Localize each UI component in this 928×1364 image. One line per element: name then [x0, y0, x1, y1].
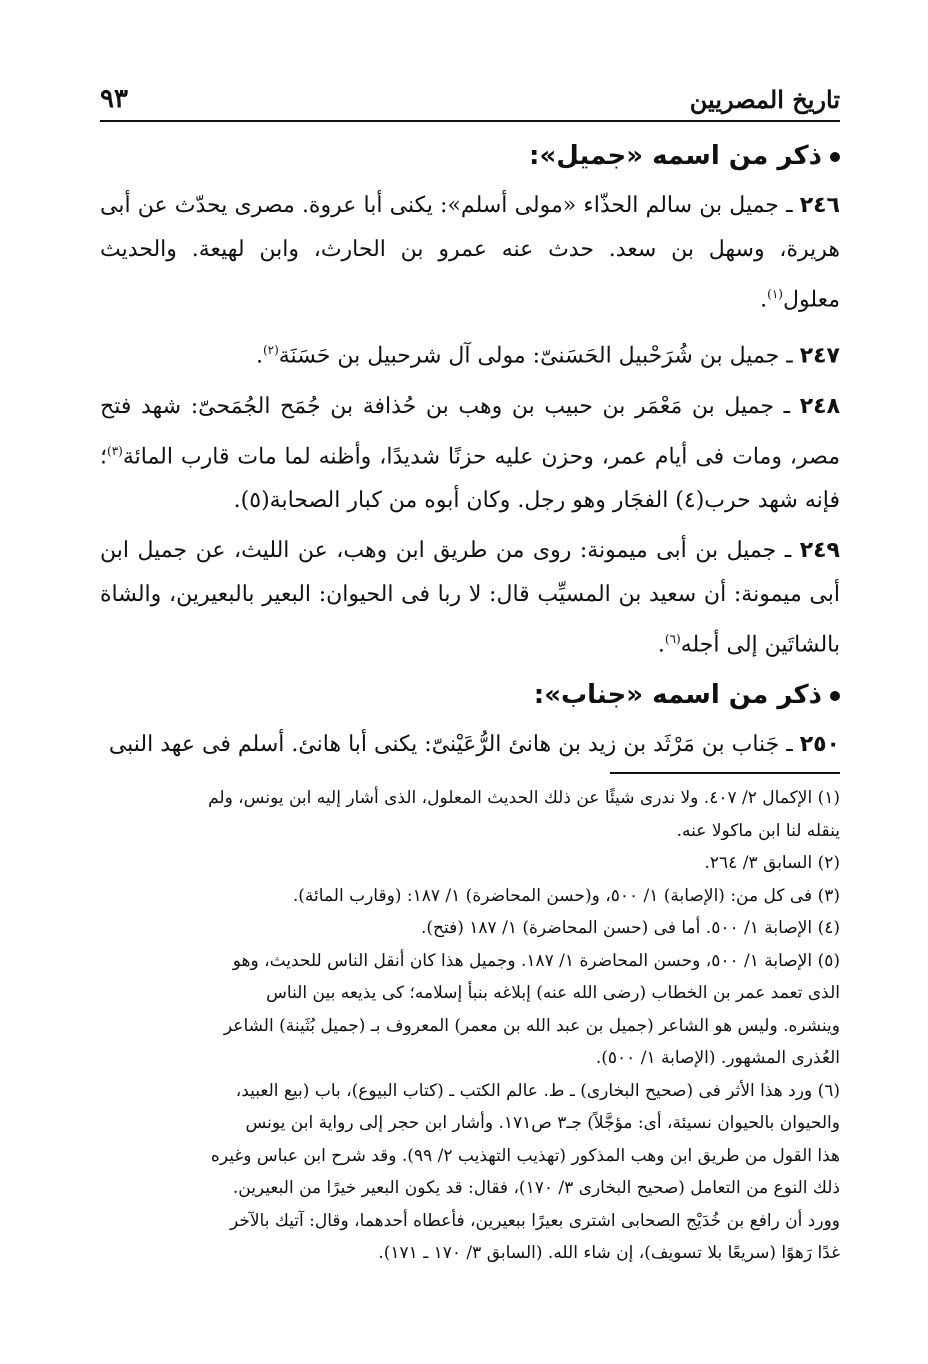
- running-title: تاريخ المصريين: [689, 84, 840, 114]
- entry-number: ٢٤٦: [799, 193, 840, 218]
- page-header: [100, 78, 840, 122]
- section-heading: ذكر من اسمه «جميل»:: [100, 134, 840, 178]
- entry-number: ٢٤٩: [799, 537, 840, 563]
- entry-248: ٢٤٨ ـ جميل بن مَعْمَر بن حبيب بن وهب بن حُذافة بن جُمَح الجُمَحىّ: شهد فتح مصر، ومات فى أيام عمر، وحزن عليه حزنًا شديدًا، وأظنه لما مات قارب المائة$^{(٣)}$؛ فإنه شهد حرب(٤) الفجَار وهو رجل. وكان أبوه من كبار الصحابة(٥).: [100, 393, 841, 513]
- footnote-ref[interactable]: (٦): [664, 631, 681, 646]
- page-number: ٩٣: [100, 84, 128, 114]
- entry-number: ٢٤٧: [799, 343, 840, 369]
- footnote-6: (٦) ورد هذا الأثر فى (صحيح البخارى) ـ ط. عالم الكتب ـ (كتاب البيوع)، باب (بيع العبيد، والحيوان بالحيوان نسيئة، أى: مؤجَّلاً) جـ٣ ص١٧١. وأشار ابن حجر إلى رواية ابن يونس هذا القول من طريق ابن وهب المذكور (تهذيب التهذيب ٢/ ٩٩). وقد شرح ابن عباس وغيره ذلك النوع من التعامل (صحيح البخارى ٣/ ١٧٠)، فقال: قد يكون البعير خيرًا من البعيرين. وورد أن رافع بن خُدَيْج الصحابى اشترى بعيرًا ببعيرين، فأعطاه أحدهما، وقال: آتيك بالآخر غدًا رَهوًا (سريعًا بلا تسويف)، إن شاء الله. (السابق ٣/ ١٧٠ ـ ١٧١).: [210, 1080, 840, 1263]
- footnote-5: (٥) الإصابة ١/ ٥٠٠، وحسن المحاضرة ١/ ١٨٧. وجميل هذا كان أنقل الناس للحديث، وهو الذى تعمد عمر بن الخطاب (رضى الله عنه) إبلاغه بنبأ إسلامه؛ كى يذيعه بين الناس وينشره. وليس هو الشاعر (جميل بن عبد الله بن معمر) المعروف بـ (جميل بُثَينة) الشاعر العُذرى المشهور. (الإصابة ١/ ٥٠٠).: [223, 950, 840, 1068]
- footnote-1: (١) الإكمال ٢/ ٤٠٧. ولا ندرى شيئًا عن ذلك الحديث المعلول، الذى أشار إليه ابن يونس، ولم ينقله لنا ابن ماكولا عنه.: [208, 788, 840, 841]
- footnote-4: (٤) الإصابة ١/ ٥٠٠. أما فى (حسن المحاضرة) ١/ ١٨٧ (فتح).: [420, 918, 840, 938]
- footnote-2: (٢) السابق ٣/ ٢٦٤.: [704, 853, 840, 873]
- entry-text: جميل بن شُرَحْبيل الحَسَنىّ: مولى آل شرحبيل بن حَسَنَة: [278, 343, 780, 369]
- entry-text: جميل بن سالم الحذّاء «مولى أسلم»: يكنى أبا عروة. مصرى يحدّث عن أبى هريرة، وسهل بن سعد. حدث عنه عمرو بن الحارث، وابن لهيعة. والحديث معلول: [100, 193, 840, 313]
- entry-text: جَناب بن مَرْثَد بن زيد بن هانئ الرُّعَيْنىّ: يكنى أبا هانئ. أسلم فى عهد النبى: [108, 732, 780, 758]
- document-page: [100, 78, 840, 1338]
- footnote-3: (٣) فى كل من: (الإصابة) ١/ ٥٠٠، و(حسن المحاضرة) ١/ ١٨٧: (وقارب المائة).: [292, 885, 840, 906]
- bullet-icon: [830, 691, 840, 701]
- entry-number: ٢٥٠: [799, 732, 840, 758]
- footnote-ref[interactable]: (١): [767, 287, 783, 301]
- entry-number: ٢٤٨: [799, 393, 841, 419]
- section-heading: ذكر من اسمه «جناب»:: [100, 673, 840, 717]
- footnote-ref[interactable]: (٣): [107, 443, 123, 458]
- entry-text: جميل بن أبى ميمونة: روى من طريق ابن وهب، عن الليث، عن جميل ابن أبى ميمونة: أن سعيد بن المسيِّب قال: لا ربا فى الحيوان: البعير بالبعيرين، والشاة بالشاتَين إلى أجله: [100, 537, 840, 658]
- bullet-icon: [830, 152, 840, 162]
- entry-text: جميل بن مَعْمَر بن حبيب بن وهب بن حُذافة بن جُمَح الجُمَحىّ: شهد فتح مصر، ومات فى أيام عمر، وحزن عليه حزنًا شديدًا، وأظنه لما مات قارب المائة: [100, 393, 840, 469]
- main-text: [100, 134, 840, 773]
- footnote-ref[interactable]: (٢): [262, 343, 279, 358]
- footnote-divider: [610, 772, 840, 774]
- entry-246: ٢٤٦ ـ جميل بن سالم الحذّاء «مولى أسلم»: يكنى أبا عروة. مصرى يحدّث عن أبى هريرة، وسهل بن سعد. حدث عنه عمرو بن الحارث، وابن لهيعة. والحديث معلول$^{(١)}$.: [100, 193, 840, 313]
- entry-250: ٢٥٠ ـ جَناب بن مَرْثَد بن زيد بن هانئ الرُّعَيْنىّ: يكنى أبا هانئ. أسلم فى عهد النبى: [108, 732, 840, 758]
- footnotes: [100, 782, 840, 1270]
- entry-247: ٢٤٧ ـ جميل بن شُرَحْبيل الحَسَنىّ: مولى آل شرحبيل بن حَسَنَة$^{(٢)}$.: [255, 343, 840, 369]
- entry-249: ٢٤٩ ـ جميل بن أبى ميمونة: روى من طريق ابن وهب، عن الليث، عن جميل ابن أبى ميمونة: أن سعيد بن المسيِّب قال: لا ربا فى الحيوان: البعير بالبعيرين، والشاة بالشاتَين إلى أجله$^{(٦)}$.: [100, 537, 840, 658]
